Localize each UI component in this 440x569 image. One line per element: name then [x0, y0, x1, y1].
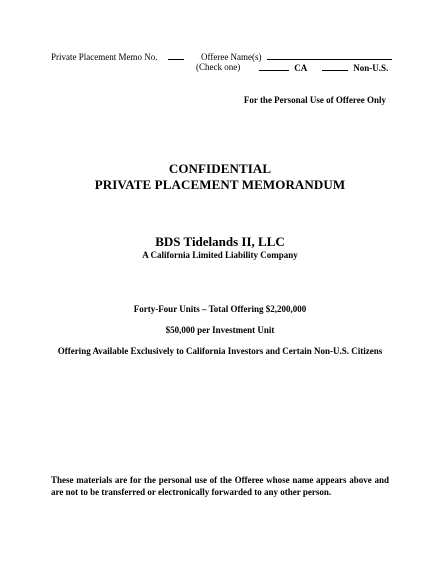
memorandum-heading: PRIVATE PLACEMENT MEMORANDUM [94, 177, 346, 192]
non-us-label: Non-U.S. [353, 63, 389, 73]
offeree-name-field [201, 51, 392, 62]
ca-option [259, 62, 307, 73]
memo-number-label: Private Placement Memo No. [51, 52, 158, 62]
offering-availability: Offering Available Exclusively to California Investors and Certain Non-U.S. Citizens [57, 346, 383, 356]
non-us-option [322, 62, 388, 73]
non-us-blank [322, 62, 348, 71]
ca-label: CA [294, 63, 308, 73]
offeree-name-blank [267, 51, 392, 60]
company-type: A California Limited Liability Company [142, 250, 298, 260]
confidential-heading: CONFIDENTIAL [168, 161, 272, 176]
offering-units: Forty-Four Units – Total Offering $2,200,000 [133, 304, 307, 314]
memo-number-blank [168, 51, 184, 60]
distribution-notice: These materials are for the personal use of the Offeree whose name appears above and are not to be transferred or electronically forwarded to any other person. [51, 475, 389, 497]
unit-price: $50,000 per Investment Unit [165, 325, 275, 335]
ca-blank [259, 62, 289, 71]
company-name: BDS Tidelands II, LLC [155, 234, 285, 249]
check-one-label: (Check one) [196, 62, 241, 72]
memo-number-field [51, 51, 184, 62]
personal-use-notice: For the Personal Use of Offeree Only [243, 95, 386, 105]
offeree-name-label: Offeree Name(s) [201, 52, 262, 62]
